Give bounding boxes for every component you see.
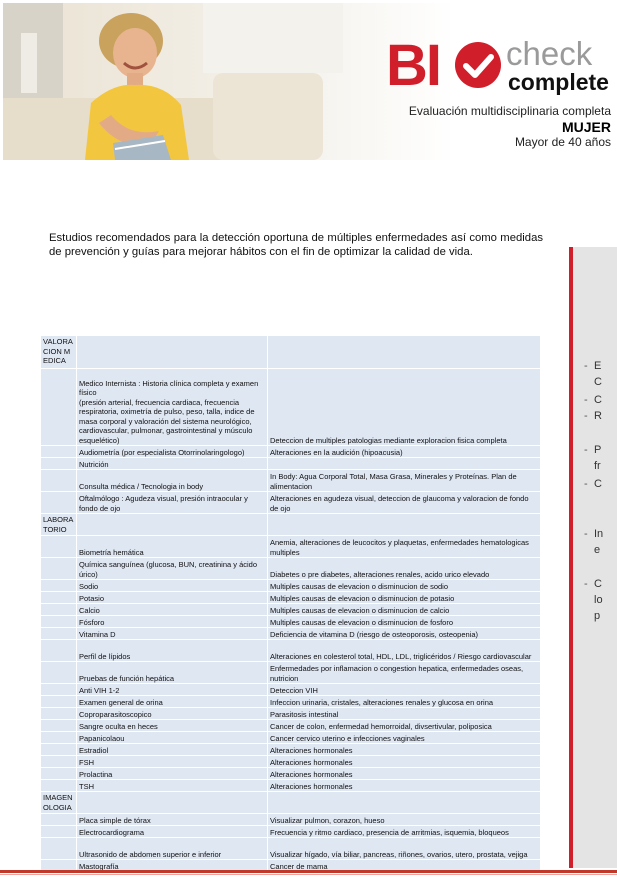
- study-cell: Prolactina: [77, 768, 268, 780]
- side-item-bullet: -: [584, 394, 588, 406]
- section-row: [41, 792, 541, 814]
- section-cell: [41, 838, 77, 860]
- table-row: [41, 696, 541, 708]
- section-cell: [41, 696, 77, 708]
- study-cell: FSH: [77, 756, 268, 768]
- side-list-item: [584, 458, 614, 474]
- section-cell: IMAGENOLOGIA: [41, 792, 77, 814]
- side-item-text: R: [594, 410, 602, 422]
- section-cell: [41, 628, 77, 640]
- study-cell: Medico Internista : Historia clínica completa y examen físico (presión arterial, frecuencia cardiaca, frecuencia respiratoria, oximetría de pulso, peso, talla, indice de masa corporal y valoración del sistema neurológico, cardiovascular, pulmonar, gastrointestinal y músculo esquelético): [77, 369, 268, 446]
- table-row: [41, 768, 541, 780]
- table-row: [41, 662, 541, 684]
- table-row: [41, 492, 541, 514]
- section-cell: [41, 768, 77, 780]
- side-item-bullet: -: [584, 410, 588, 422]
- logo-complete-text: complete: [508, 69, 609, 95]
- study-cell: Examen general de orina: [77, 696, 268, 708]
- side-item-bullet: -: [584, 528, 588, 540]
- description-cell: Enfermedades por inflamacion o congestion hepatica, enfermedades oseas, nutricion: [268, 662, 541, 684]
- side-list-item: [584, 374, 614, 390]
- study-cell: Papanicolaou: [77, 732, 268, 744]
- description-cell: Alteraciones en colesterol total, HDL, LDL, triglicéridos / Riesgo cardiovascular: [268, 640, 541, 662]
- age-label: Mayor de 40 años: [514, 135, 611, 149]
- table-row: [41, 604, 541, 616]
- section-cell: [41, 826, 77, 838]
- section-cell: [41, 592, 77, 604]
- description-cell: [268, 514, 541, 536]
- section-cell: [41, 616, 77, 628]
- description-cell: Alteraciones hormonales: [268, 744, 541, 756]
- side-list-item: [584, 408, 614, 424]
- table-row: [41, 744, 541, 756]
- description-cell: Alteraciones hormonales: [268, 756, 541, 768]
- description-cell: In Body: Agua Corporal Total, Masa Grasa, Minerales y Proteínas. Plan de alimentacion: [268, 470, 541, 492]
- section-cell: [41, 684, 77, 696]
- table-row: [41, 558, 541, 580]
- study-cell: Mastografía: [77, 860, 268, 872]
- description-cell: Multiples causas de elevacion o disminucion de fosforo: [268, 616, 541, 628]
- description-cell: Alteraciones en la audición (hipoacusia): [268, 446, 541, 458]
- side-item-text: C: [594, 578, 602, 590]
- table-row: [41, 592, 541, 604]
- footer-rule: [0, 870, 617, 873]
- section-cell: [41, 492, 77, 514]
- study-cell: Nutrición: [77, 458, 268, 470]
- side-item-bullet: -: [584, 360, 588, 372]
- section-cell: LABORATORIO: [41, 514, 77, 536]
- description-cell: Deteccion de multiples patologias mediante exploracion fisica completa: [268, 369, 541, 446]
- description-cell: Anemia, alteraciones de leucocitos y plaquetas, enfermedades hematologicas multiples: [268, 536, 541, 558]
- biocheck-logo: [386, 33, 611, 98]
- study-cell: [77, 336, 268, 369]
- study-cell: Anti VIH 1-2: [77, 684, 268, 696]
- side-item-text: E: [594, 360, 602, 372]
- section-cell: [41, 780, 77, 792]
- study-cell: Placa simple de tórax: [77, 814, 268, 826]
- side-list-item: [584, 542, 614, 558]
- gender-label: MUJER: [561, 119, 611, 135]
- table-row: [41, 720, 541, 732]
- side-item-text: lo: [594, 594, 603, 606]
- side-item-text: fr: [594, 460, 601, 472]
- study-cell: Electrocardiograma: [77, 826, 268, 838]
- study-cell: [77, 514, 268, 536]
- studies-table: [40, 335, 541, 872]
- evaluation-title: Evaluación multidisciplinaria completa: [408, 104, 611, 118]
- study-cell: Audiometría (por especialista Otorrinolaringologo): [77, 446, 268, 458]
- study-cell: Calcio: [77, 604, 268, 616]
- description-cell: Cancer cervico uterino e infecciones vaginales: [268, 732, 541, 744]
- study-cell: TSH: [77, 780, 268, 792]
- section-cell: [41, 446, 77, 458]
- table-row: [41, 756, 541, 768]
- section-cell: [41, 744, 77, 756]
- section-row: [41, 514, 541, 536]
- description-cell: Multiples causas de elevacion o disminucion de sodio: [268, 580, 541, 592]
- side-item-bullet: -: [584, 578, 588, 590]
- description-cell: [268, 792, 541, 814]
- table-row: [41, 628, 541, 640]
- logo-check-text: check: [506, 35, 593, 72]
- side-item-text: C: [594, 394, 602, 406]
- study-cell: Química sanguínea (glucosa, BUN, creatinina y ácido úrico): [77, 558, 268, 580]
- study-cell: Biometría hemática: [77, 536, 268, 558]
- side-item-text: P: [594, 444, 602, 456]
- side-item-text: C: [594, 376, 602, 388]
- side-list-item: [584, 592, 614, 608]
- section-cell: [41, 604, 77, 616]
- description-cell: Deteccion VIH: [268, 684, 541, 696]
- section-cell: [41, 536, 77, 558]
- study-cell: Consulta médica / Tecnologia in body: [77, 470, 268, 492]
- section-cell: [41, 580, 77, 592]
- description-cell: [268, 336, 541, 369]
- side-list-item: [584, 476, 614, 492]
- section-cell: [41, 662, 77, 684]
- table-row: [41, 640, 541, 662]
- section-cell: [41, 756, 77, 768]
- description-cell: Alteraciones hormonales: [268, 780, 541, 792]
- study-cell: Ultrasonido de abdomen superior e inferior: [77, 838, 268, 860]
- study-cell: Sangre oculta en heces: [77, 720, 268, 732]
- table-row: [41, 732, 541, 744]
- intro-paragraph: Estudios recomendados para la detección oportuna de múltiples enfermedades así como medidas de prevención y guías para mejorar hábitos con el fin de optimizar la calidad de vida.: [49, 232, 543, 258]
- section-cell: [41, 369, 77, 446]
- study-cell: Vitamina D: [77, 628, 268, 640]
- study-cell: [77, 792, 268, 814]
- description-cell: Alteraciones hormonales: [268, 768, 541, 780]
- table-row: [41, 684, 541, 696]
- table-row: [41, 838, 541, 860]
- side-list-item: [584, 442, 614, 458]
- table-row: [41, 580, 541, 592]
- section-cell: VALORACION MEDICA: [41, 336, 77, 369]
- description-cell: Cancer de mama: [268, 860, 541, 872]
- side-list-item: [584, 358, 614, 374]
- description-cell: Multiples causas de elevacion o disminucion de calcio: [268, 604, 541, 616]
- check-circle-icon: [452, 38, 504, 92]
- section-cell: [41, 640, 77, 662]
- side-item-text: In: [594, 528, 604, 540]
- study-cell: Estradiol: [77, 744, 268, 756]
- side-item-bullet: -: [584, 444, 588, 456]
- side-item-text: p: [594, 610, 601, 622]
- study-cell: Potasio: [77, 592, 268, 604]
- study-cell: Oftalmólogo : Agudeza visual, presión intraocular y fondo de ojo: [77, 492, 268, 514]
- description-cell: Parasitosis intestinal: [268, 708, 541, 720]
- study-cell: Fósforo: [77, 616, 268, 628]
- side-item-text: e: [594, 544, 601, 556]
- table-row: [41, 826, 541, 838]
- section-cell: [41, 708, 77, 720]
- description-cell: Infeccion urinaria, cristales, alteraciones renales y glucosa en orina: [268, 696, 541, 708]
- header-subtitle: [409, 104, 611, 150]
- section-cell: [41, 470, 77, 492]
- table-row: [41, 369, 541, 446]
- side-list-item: [584, 392, 614, 408]
- table-row: [41, 446, 541, 458]
- description-cell: [268, 458, 541, 470]
- description-cell: Multiples causas de elevacion o disminucion de potasio: [268, 592, 541, 604]
- table-row: [41, 470, 541, 492]
- study-cell: Coproparasitoscopico: [77, 708, 268, 720]
- section-row: [41, 336, 541, 369]
- section-cell: [41, 720, 77, 732]
- description-cell: Visualizar pulmon, corazon, hueso: [268, 814, 541, 826]
- description-cell: Visualizar hígado, vía biliar, pancreas, riñones, ovarios, utero, prostata, vejiga: [268, 838, 541, 860]
- table-row: [41, 458, 541, 470]
- table-row: [41, 616, 541, 628]
- study-cell: Perfil de lípidos: [77, 640, 268, 662]
- table-row: [41, 814, 541, 826]
- footer-rule-light: [0, 874, 617, 875]
- description-cell: Cancer de colon, enfermedad hemorroidal, divsertivular, poliposica: [268, 720, 541, 732]
- side-item-bullet: -: [584, 478, 588, 490]
- study-cell: Pruebas de función hepática: [77, 662, 268, 684]
- section-cell: [41, 732, 77, 744]
- table-row: [41, 708, 541, 720]
- section-cell: [41, 558, 77, 580]
- side-list-item: [584, 608, 614, 624]
- description-cell: Diabetes o pre diabetes, alteraciones renales, acido urico elevado: [268, 558, 541, 580]
- logo-bi-text: BI: [386, 33, 440, 98]
- table-row: [41, 536, 541, 558]
- description-cell: Deficiencia de vitamina D (riesgo de osteoporosis, osteopenia): [268, 628, 541, 640]
- description-cell: Frecuencia y ritmo cardiaco, presencia de arritmias, isquemia, bloqueos: [268, 826, 541, 838]
- side-list-item: [584, 526, 614, 542]
- section-cell: [41, 814, 77, 826]
- section-cell: [41, 458, 77, 470]
- table-row: [41, 780, 541, 792]
- side-list-item: [584, 576, 614, 592]
- description-cell: Alteraciones en agudeza visual, deteccion de glaucoma y valoracion de fondo de ojo: [268, 492, 541, 514]
- study-cell: Sodio: [77, 580, 268, 592]
- side-item-text: C: [594, 478, 602, 490]
